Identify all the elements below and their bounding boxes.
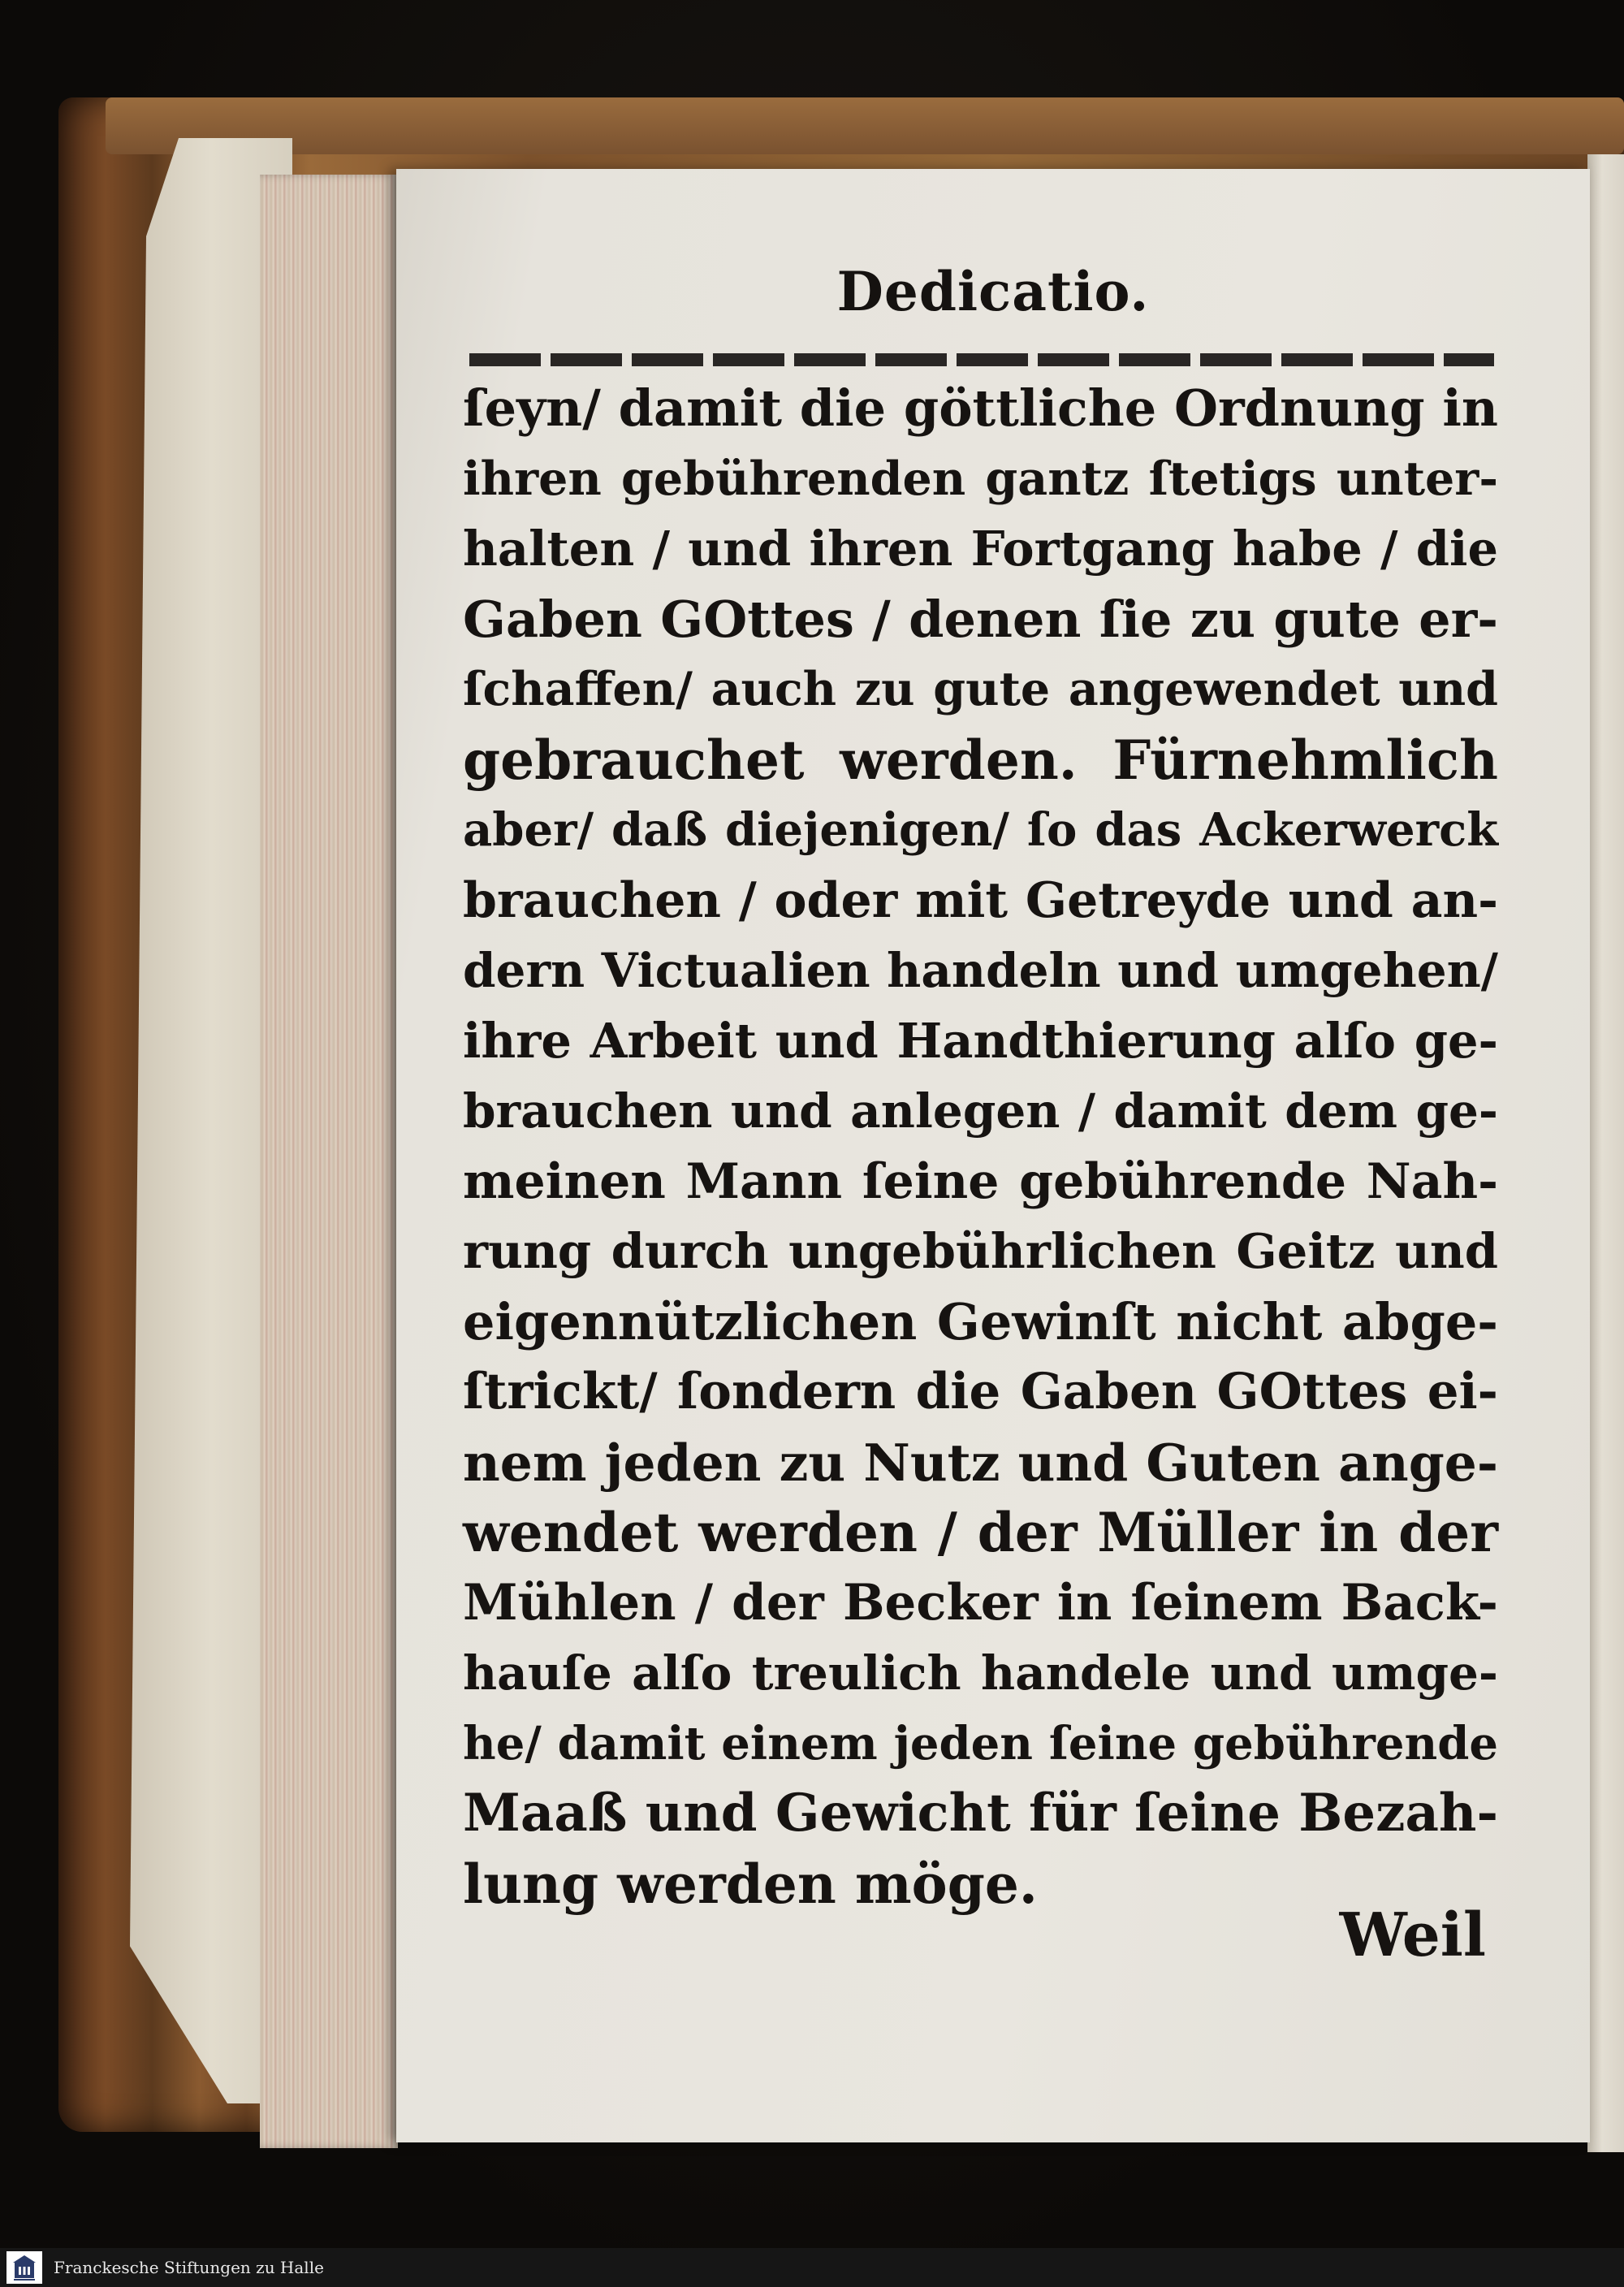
text-line: lung werden möge.	[463, 1852, 1038, 1916]
text-line: ſtrickt/ ſondern die Gaben GOttes ei-	[463, 1363, 1498, 1420]
text-line: nem jeden zu Nutz und Guten ange-	[463, 1432, 1498, 1493]
page-stack-edge	[260, 175, 398, 2148]
text-line: hauſe alſo treulich handele und umge-	[463, 1645, 1498, 1701]
text-line: Mühlen / der Becker in ſeinem Back-	[463, 1573, 1498, 1632]
cover-top-edge	[106, 97, 1624, 154]
body-text	[463, 374, 1498, 1919]
text-line: Gaben GOttes / denen ſie zu gute er-	[463, 589, 1498, 649]
text-line: he/ damit einem jeden ſeine gebührende	[463, 1716, 1498, 1770]
header-rule	[469, 353, 1494, 366]
text-line: eigennützlichen Gewinſt nicht abge-	[463, 1291, 1498, 1351]
text-line: gebrauchet werden. Fürnehmlich	[463, 728, 1498, 792]
text-line: Maaß und Gewicht für ſeine Bezah-	[463, 1783, 1498, 1844]
text-line: ſchaffen/ auch zu gute angewendet und	[463, 662, 1498, 716]
running-head: Dedicatio.	[836, 260, 1150, 323]
text-line: aber/ daß diejenigen/ ſo das Ackerwerck	[463, 803, 1498, 857]
franckesche-stiftungen-logo-icon	[6, 2251, 42, 2284]
text-line: ſeyn/ damit die göttliche Ordnung in	[463, 378, 1498, 438]
text-line: ihre Arbeit und Handthierung alſo ge-	[463, 1012, 1498, 1069]
text-line: dern Victualien handeln und umgehen/	[463, 943, 1498, 998]
text-line: meinen Mann ſeine gebührende Nah-	[463, 1152, 1498, 1210]
text-line: rung durch ungebührlichen Geitz und	[463, 1223, 1498, 1279]
catchword: Weil	[1339, 1900, 1486, 1970]
facing-page-edge	[1587, 154, 1624, 2152]
footer-institution[interactable]: Franckesche Stiftungen zu Halle	[54, 2258, 324, 2277]
footer-bar	[0, 2248, 1624, 2287]
text-line: ihren gebührenden gantz ſtetigs unter-	[463, 451, 1498, 506]
text-line: brauchen und anlegen / damit dem ge-	[463, 1083, 1498, 1139]
text-line: wendet werden / der Müller in der	[463, 1501, 1498, 1564]
text-line: brauchen / oder mit Getreyde und an-	[463, 871, 1498, 929]
text-line: halten / und ihren Fortgang habe / die	[463, 521, 1498, 577]
